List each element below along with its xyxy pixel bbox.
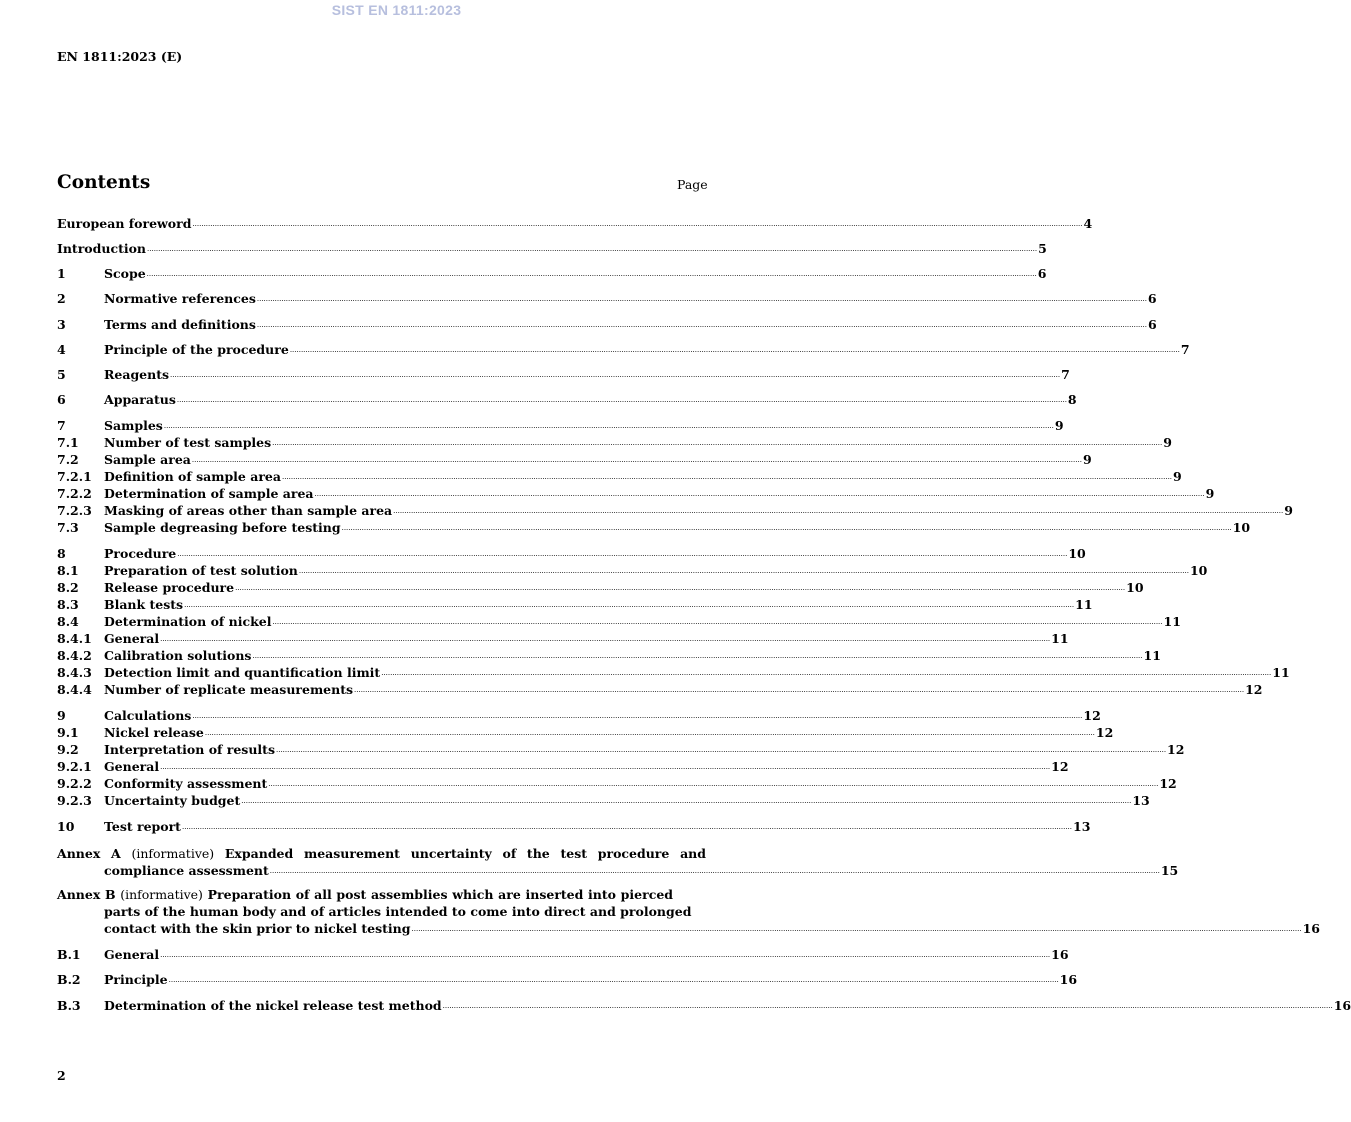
toc-entry-number: 7 bbox=[57, 418, 66, 433]
toc-entry[interactable] bbox=[57, 562, 1208, 579]
toc-entry-page: 10 bbox=[1126, 580, 1144, 595]
toc-entry-title: Detection limit and quantification limit bbox=[104, 665, 381, 680]
toc-entry-number: 7.2.1 bbox=[57, 469, 92, 484]
toc-entry[interactable] bbox=[57, 265, 1047, 282]
toc-entry-number: 9 bbox=[57, 708, 66, 723]
toc-entry-title: Determination of nickel bbox=[104, 614, 272, 629]
document-code: EN 1811:2023 (E) bbox=[57, 49, 183, 64]
toc-entry[interactable] bbox=[57, 519, 1251, 536]
toc-entry-number: 8.3 bbox=[57, 597, 79, 612]
toc-entry[interactable] bbox=[57, 391, 1077, 408]
toc-entry-title: Samples bbox=[104, 418, 163, 433]
toc-entry-page: 4 bbox=[1083, 216, 1093, 231]
toc-entry-number: 5 bbox=[57, 367, 66, 382]
toc-entry-title: Calculations bbox=[104, 708, 192, 723]
toc-entry[interactable] bbox=[57, 434, 1172, 451]
toc-entry-title: Blank tests bbox=[104, 597, 184, 612]
annex-a-type: (informative) bbox=[131, 846, 215, 861]
toc-entry-page: 12 bbox=[1245, 682, 1263, 697]
toc-entry-title: Preparation of test solution bbox=[104, 563, 298, 578]
leader-dots: ................................................................................................................................................................................................................................................................................................................................................................................................................ bbox=[276, 746, 1167, 754]
annex-a-line1 bbox=[57, 845, 706, 862]
toc-entry-number: 8.4.3 bbox=[57, 665, 92, 680]
toc-entry[interactable] bbox=[57, 946, 1069, 963]
toc-entry-page: 16 bbox=[1051, 947, 1069, 962]
leader-dots: ................................................................................................................................................................................................................................................................................................................................................................................................................ bbox=[181, 823, 1073, 831]
leader-dots: ................................................................................................................................................................................................................................................................................................................................................................................................................ bbox=[289, 346, 1180, 354]
toc-entry-number: 7.2 bbox=[57, 452, 79, 467]
toc-entry-title: European foreword bbox=[57, 216, 192, 231]
annex-b-type: (informative) bbox=[120, 887, 203, 902]
toc-entry-page: 8 bbox=[1067, 392, 1077, 407]
leader-dots: ................................................................................................................................................................................................................................................................................................................................................................................................................ bbox=[268, 780, 1159, 788]
toc-entry-number: 8.4.2 bbox=[57, 648, 92, 663]
toc-entry[interactable] bbox=[57, 290, 1157, 307]
toc-entry-page: 11 bbox=[1075, 597, 1093, 612]
annex-b-page: 16 bbox=[1302, 921, 1320, 936]
toc-entry-title: Principle bbox=[104, 972, 168, 987]
leader-dots: ................................................................................................................................................................................................................................................................................................................................................................................................................ bbox=[192, 220, 1083, 228]
leader-dots: ................................................................................................................................................................................................................................................................................................................................................................................................................ bbox=[235, 584, 1126, 592]
toc-entry[interactable] bbox=[57, 724, 1114, 741]
toc-entry-title: Uncertainty budget bbox=[104, 793, 241, 808]
toc-entry-title: Procedure bbox=[104, 546, 177, 561]
leader-dots: ................................................................................................................................................................................................................................................................................................................................................................................................................ bbox=[176, 396, 1067, 404]
annex-b-label: Annex B bbox=[57, 887, 116, 902]
toc-entry-number: 8.4.1 bbox=[57, 631, 92, 646]
toc-entry-title: Release procedure bbox=[104, 580, 235, 595]
annex-b-title-line1: Preparation of all post assemblies which are inserted into pierced bbox=[207, 887, 674, 902]
toc-entry[interactable] bbox=[57, 758, 1069, 775]
toc-entry-page: 11 bbox=[1163, 614, 1181, 629]
toc-entry-page: 12 bbox=[1083, 708, 1101, 723]
toc-entry-number: 3 bbox=[57, 317, 66, 332]
toc-entry-page: 9 bbox=[1173, 469, 1182, 484]
toc-entry-page: 13 bbox=[1132, 793, 1150, 808]
toc-entry-page: 12 bbox=[1095, 725, 1114, 740]
toc-entry-page: 9 bbox=[1284, 503, 1293, 518]
toc-entry-title: Introduction bbox=[57, 241, 147, 256]
toc-entry-title: Nickel release bbox=[104, 725, 204, 740]
toc-entry-number: 8.4.4 bbox=[57, 682, 92, 697]
toc-entry[interactable] bbox=[57, 341, 1190, 358]
toc-entry-page: 5 bbox=[1038, 241, 1047, 256]
page-number: 2 bbox=[57, 1068, 66, 1083]
toc-entry-page: 10 bbox=[1189, 563, 1208, 578]
annex-a-label: Annex A bbox=[57, 846, 121, 861]
toc-entry-title: Definition of sample area bbox=[104, 469, 281, 484]
toc-entry-title: General bbox=[104, 631, 160, 646]
toc-entry-page: 12 bbox=[1167, 742, 1185, 757]
toc-entry-page: 13 bbox=[1073, 819, 1091, 834]
toc-entry[interactable] bbox=[57, 451, 1092, 468]
toc-entry-number: B.2 bbox=[57, 972, 81, 987]
toc-entry-title: Principle of the procedure bbox=[104, 342, 289, 357]
toc-entry-page: 11 bbox=[1272, 665, 1290, 680]
toc-entry-number: 9.2.2 bbox=[57, 776, 92, 791]
annex-b-line1 bbox=[57, 886, 673, 903]
toc-entry[interactable] bbox=[57, 647, 1161, 664]
leader-dots: ................................................................................................................................................................................................................................................................................................................................................................................................................ bbox=[381, 669, 1272, 677]
toc-entry[interactable] bbox=[57, 775, 1177, 792]
toc-entry-page: 12 bbox=[1159, 776, 1177, 791]
toc-entry[interactable] bbox=[57, 792, 1150, 809]
leader-dots: ................................................................................................................................................................................................................................................................................................................................................................................................................ bbox=[191, 456, 1082, 464]
annex-b-title-line2: parts of the human body and of articles intended to come into direct and prolonged bbox=[104, 904, 692, 919]
toc-entry-page: 16 bbox=[1333, 998, 1351, 1013]
toc-annex-a[interactable] bbox=[57, 845, 1179, 879]
toc-entry[interactable] bbox=[57, 596, 1093, 613]
page-column-label: Page bbox=[677, 177, 708, 192]
leader-dots: ................................................................................................................................................................................................................................................................................................................................................................................................................ bbox=[147, 245, 1038, 253]
leader-dots: ................................................................................................................................................................................................................................................................................................................................................................................................................ bbox=[341, 524, 1232, 532]
toc-entry[interactable] bbox=[57, 215, 1093, 232]
annex-a-title-line1: Expanded measurement uncertainty of the test procedure and bbox=[224, 846, 706, 861]
toc-entry-page: 7 bbox=[1180, 342, 1190, 357]
leader-dots: ................................................................................................................................................................................................................................................................................................................................................................................................................ bbox=[170, 371, 1061, 379]
toc-entry-page: 9 bbox=[1054, 418, 1064, 433]
contents-heading: Contents bbox=[57, 172, 151, 193]
toc-entry-title: Masking of areas other than sample area bbox=[104, 503, 393, 518]
toc-entry-page: 9 bbox=[1205, 486, 1215, 501]
toc-entry[interactable] bbox=[57, 681, 1263, 698]
toc-entry[interactable] bbox=[57, 664, 1290, 681]
toc-entry-page: 9 bbox=[1082, 452, 1092, 467]
toc-entry[interactable] bbox=[57, 818, 1091, 835]
toc-entry-title: Determination of the nickel release test method bbox=[104, 998, 442, 1013]
toc-entry-page: 10 bbox=[1068, 546, 1086, 561]
leader-dots: ................................................................................................................................................................................................................................................................................................................................................................................................................ bbox=[184, 601, 1075, 609]
leader-dots: ................................................................................................................................................................................................................................................................................................................................................................................................................ bbox=[281, 473, 1173, 481]
toc-entry-page: 6 bbox=[1037, 266, 1047, 281]
toc-entry-page: 6 bbox=[1147, 291, 1157, 306]
toc-entry-title: Terms and definitions bbox=[104, 317, 256, 332]
toc-entry-number: 2 bbox=[57, 291, 66, 306]
toc-entry-number: 10 bbox=[57, 819, 75, 834]
toc-entry-number: B.1 bbox=[57, 947, 81, 962]
toc-entry[interactable] bbox=[57, 417, 1064, 434]
toc-entry-number: 4 bbox=[57, 342, 66, 357]
leader-dots: ................................................................................................................................................................................................................................................................................................................................................................................................................ bbox=[160, 763, 1051, 771]
toc-entry-number: 9.2 bbox=[57, 742, 79, 757]
toc-entry[interactable] bbox=[57, 468, 1182, 485]
toc-entry-number: 9.2.3 bbox=[57, 793, 92, 808]
annex-a-page: 15 bbox=[1160, 863, 1179, 878]
toc-entry-number: 6 bbox=[57, 392, 66, 407]
toc-entry-page: 11 bbox=[1051, 631, 1069, 646]
leader-dots: ................................................................................................................................................................................................................................................................................................................................................................................................................ bbox=[168, 976, 1059, 984]
toc-entry-title: Conformity assessment bbox=[104, 776, 268, 791]
toc-entry-title: General bbox=[104, 947, 160, 962]
toc-entry-page: 10 bbox=[1232, 520, 1251, 535]
leader-dots: ................................................................................................................................................................................................................................................................................................................................................................................................................ bbox=[146, 270, 1037, 278]
toc-entry-number: 8.2 bbox=[57, 580, 79, 595]
toc-entry[interactable] bbox=[57, 545, 1086, 562]
toc-entry-title: Sample area bbox=[104, 452, 191, 467]
toc-entry-title: Reagents bbox=[104, 367, 170, 382]
toc-entry-page: 16 bbox=[1059, 972, 1078, 987]
leader-dots: ................................................................................................................................................................................................................................................................................................................................................................................................................ bbox=[160, 635, 1051, 643]
toc-entry-number: 7.1 bbox=[57, 435, 79, 450]
toc-entry-page: 11 bbox=[1143, 648, 1161, 663]
leader-dots: ................................................................................................................................................................................................................................................................................................................................................................................................................ bbox=[393, 507, 1284, 515]
toc-entry[interactable] bbox=[57, 485, 1215, 502]
leader-dots: ................................................................................................................................................................................................................................................................................................................................................................................................................ bbox=[354, 686, 1245, 694]
toc-entry-page: 7 bbox=[1061, 367, 1070, 382]
leader-dots: ................................................................................................................................................................................................................................................................................................................................................................................................................ bbox=[256, 295, 1147, 303]
toc-entry[interactable] bbox=[57, 316, 1157, 333]
toc-entry-title: Interpretation of results bbox=[104, 742, 275, 757]
leader-dots: ................................................................................................................................................................................................................................................................................................................................................................................................................ bbox=[192, 712, 1083, 720]
toc-entry-number: B.3 bbox=[57, 998, 81, 1013]
toc-entry-title: Calibration solutions bbox=[104, 648, 252, 663]
toc-entry-number: 8 bbox=[57, 546, 66, 561]
leader-dots: ................................................................................................................................................................................................................................................................................................................................................................................................................ bbox=[298, 567, 1189, 575]
toc-entry-number: 9.2.1 bbox=[57, 759, 92, 774]
toc-entry-number: 8.4 bbox=[57, 614, 79, 629]
watermark: SIST EN 1811:2023 bbox=[331, 2, 462, 18]
toc-entry-page: 6 bbox=[1147, 317, 1157, 332]
leader-dots: ................................................................................................................................................................................................................................................................................................................................................................................................................ bbox=[411, 925, 1302, 933]
toc-entry-number: 1 bbox=[57, 266, 66, 281]
annex-a-title-line2: compliance assessment bbox=[104, 863, 269, 878]
toc-entry-number: 7.2.2 bbox=[57, 486, 92, 501]
toc-entry[interactable] bbox=[57, 707, 1101, 724]
leader-dots: ................................................................................................................................................................................................................................................................................................................................................................................................................ bbox=[442, 1002, 1333, 1010]
toc-entry-title: Determination of sample area bbox=[104, 486, 314, 501]
leader-dots: ................................................................................................................................................................................................................................................................................................................................................................................................................ bbox=[241, 797, 1132, 805]
toc-entry-title: Number of test samples bbox=[104, 435, 272, 450]
leader-dots: ................................................................................................................................................................................................................................................................................................................................................................................................................ bbox=[314, 490, 1205, 498]
toc-entry-page: 12 bbox=[1051, 759, 1069, 774]
leader-dots: ................................................................................................................................................................................................................................................................................................................................................................................................................ bbox=[256, 321, 1147, 329]
toc-entry-title: Number of replicate measurements bbox=[104, 682, 354, 697]
toc-entry-title: Normative references bbox=[104, 291, 256, 306]
toc-entry[interactable] bbox=[57, 971, 1078, 988]
toc-entry-number: 7.3 bbox=[57, 520, 79, 535]
toc-entry[interactable] bbox=[57, 741, 1185, 758]
leader-dots: ................................................................................................................................................................................................................................................................................................................................................................................................................ bbox=[272, 439, 1163, 447]
toc-entry-title: Scope bbox=[104, 266, 146, 281]
toc-entry-number: 7.2.3 bbox=[57, 503, 92, 518]
leader-dots: ................................................................................................................................................................................................................................................................................................................................................................................................................ bbox=[252, 652, 1143, 660]
leader-dots: ................................................................................................................................................................................................................................................................................................................................................................................................................ bbox=[272, 618, 1163, 626]
toc-entry-number: 9.1 bbox=[57, 725, 79, 740]
leader-dots: ................................................................................................................................................................................................................................................................................................................................................................................................................ bbox=[177, 550, 1068, 558]
toc-entry-page: 9 bbox=[1163, 435, 1172, 450]
leader-dots: ................................................................................................................................................................................................................................................................................................................................................................................................................ bbox=[160, 951, 1051, 959]
leader-dots: ................................................................................................................................................................................................................................................................................................................................................................................................................ bbox=[204, 729, 1095, 737]
annex-b-title-line3: contact with the skin prior to nickel testing bbox=[104, 921, 411, 936]
toc-entry-title: General bbox=[104, 759, 160, 774]
toc-entry-title: Apparatus bbox=[104, 392, 176, 407]
toc-annex-b[interactable] bbox=[57, 886, 1320, 937]
toc-entry[interactable] bbox=[57, 630, 1069, 647]
toc-entry-title: Test report bbox=[104, 819, 181, 834]
toc-entry-title: Sample degreasing before testing bbox=[104, 520, 341, 535]
toc-entry[interactable] bbox=[57, 240, 1047, 257]
toc-entry[interactable] bbox=[57, 502, 1293, 519]
leader-dots: ................................................................................................................................................................................................................................................................................................................................................................................................................ bbox=[269, 867, 1160, 875]
leader-dots: ................................................................................................................................................................................................................................................................................................................................................................................................................ bbox=[163, 422, 1054, 430]
toc-entry[interactable] bbox=[57, 366, 1070, 383]
toc-entry-number: 8.1 bbox=[57, 563, 79, 578]
toc-entry[interactable] bbox=[57, 997, 1351, 1014]
toc-entry[interactable] bbox=[57, 613, 1181, 630]
toc-entry[interactable] bbox=[57, 579, 1144, 596]
